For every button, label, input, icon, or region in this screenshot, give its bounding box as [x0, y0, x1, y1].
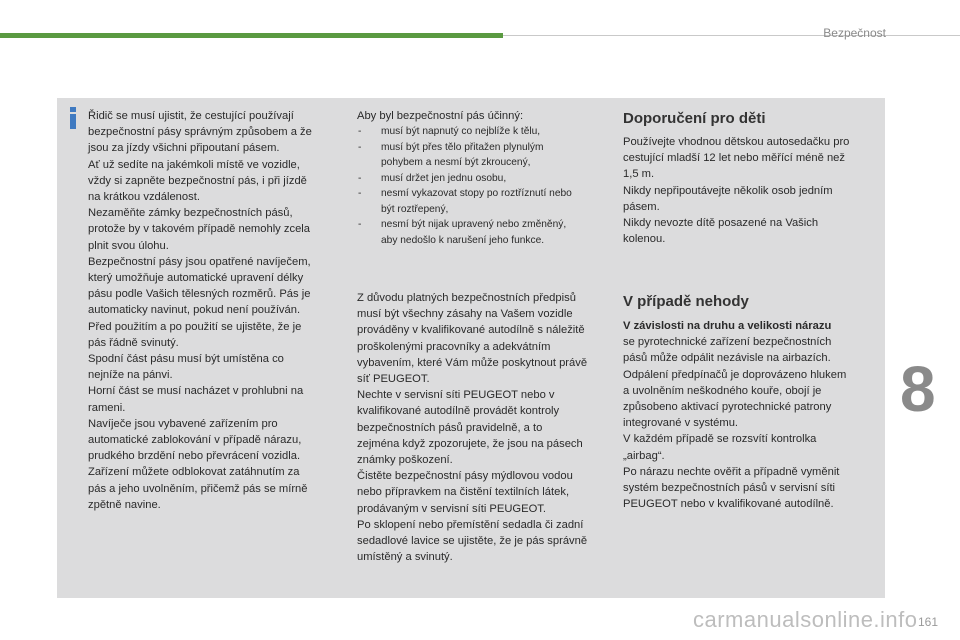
- service-line: Čistěte bezpečnostní pásy mýdlovou vodou: [357, 470, 573, 483]
- seatbelt-usage-line: Horní část se musí nacházet v prohlubni na: [88, 385, 304, 398]
- header-rule: [503, 35, 960, 36]
- list-item: [357, 171, 607, 187]
- seatbelt-usage-line: nejníže na pánvi.: [88, 369, 173, 382]
- seatbelt-effectiveness: [357, 108, 607, 248]
- children-line: kolenou.: [623, 233, 666, 246]
- service-line: síť PEUGEOT.: [357, 373, 430, 386]
- watermark: carmanualsonline.info: [693, 607, 918, 632]
- service-line: musí být všechny zásahy na Vašem vozidle: [357, 308, 573, 321]
- seatbelt-usage-line: Ať už sedíte na jakémkoli místě ve vozidle,: [88, 158, 300, 171]
- seatbelt-usage-line: Řidič se musí ujistit, že cestující používají: [88, 110, 294, 122]
- accident-line: PEUGEOT nebo v kvalifikované autodílně.: [623, 498, 834, 511]
- accident-line: Po nárazu nechte ověřit a případně vyměnit: [623, 465, 840, 478]
- accident-line: se pyrotechnické zařízení bezpečnostních: [623, 336, 832, 349]
- list-item: [357, 124, 607, 140]
- service-line: sedadlové lavice se ujistěte, že je pás správně: [357, 535, 588, 548]
- accident-line: způsobeno aktivací pyrotechnické patrony: [623, 401, 832, 414]
- section-title: Bezpečnost: [823, 26, 886, 40]
- list-item: [357, 217, 607, 248]
- heading-accident: V případě nehody: [623, 293, 749, 310]
- seatbelt-usage-line: rameni.: [88, 401, 126, 414]
- seatbelt-usage-line: automatické zablokování v případě nárazu,: [88, 434, 302, 447]
- seatbelt-usage-line: zpětně navine.: [88, 498, 161, 511]
- seatbelt-usage-line: plnit svou úlohu.: [88, 239, 169, 252]
- list-item-line: aby nedošlo k narušení jeho funkce.: [381, 234, 545, 246]
- service-line: bezpečnostních pásů pravidelně, a to: [357, 421, 543, 434]
- accident-line: „airbag“.: [623, 449, 665, 462]
- children-line: Nikdy nepřipoutávejte několik osob jedním: [623, 184, 833, 197]
- list-item-line: - nesmí vykazovat stopy po roztříznutí nebo: [381, 188, 572, 200]
- accident-line: Odpálení předpínačů je doprovázeno hlukem: [623, 368, 847, 381]
- accident-line: pásů může odpálit nezávisle na airbazích.: [623, 352, 831, 365]
- seatbelt-usage-line: pás a jeho uvolněním, přičemž pás se mírně: [88, 482, 308, 495]
- seatbelt-service-text: [357, 290, 609, 565]
- seatbelt-usage-line: Spodní část pásu musí být umístěna co: [88, 353, 284, 366]
- info-icon: [66, 107, 80, 129]
- accident-lines: [623, 334, 878, 512]
- service-line: prodávaným v servisní síti PEUGEOT.: [357, 502, 547, 515]
- service-line: známky poškození.: [357, 454, 453, 467]
- seatbelt-usage-line: na krátkou vzdálenost.: [88, 191, 200, 204]
- effectiveness-list: [357, 124, 607, 248]
- seatbelt-usage-line: Bezpečnostní pásy jsou opatřené navíječem,: [88, 255, 311, 268]
- service-line: proškolenými pracovníky a adekvátním: [357, 340, 551, 353]
- heading-children: Doporučení pro děti: [623, 110, 766, 127]
- seatbelt-usage-line: pásu podle Vašich tělesných rozměrů. Pás je: [88, 288, 311, 301]
- service-line: vybavením, které Vám může poskytnout právě: [357, 356, 588, 369]
- children-line: Používejte vhodnou dětskou autosedačku pro: [623, 136, 850, 148]
- effectiveness-intro: Aby byl bezpečnostní pás účinný:: [357, 110, 524, 122]
- accident-bold-line: V závislosti na druhu a velikosti nárazu: [623, 320, 832, 332]
- seatbelt-usage-line: Zařízení můžete odblokovat zatáhnutím za: [88, 466, 300, 479]
- seatbelt-usage-line: automaticky navinut, pokud není používán.: [88, 304, 301, 317]
- seatbelt-usage-line: pás řádně svinutý.: [88, 336, 179, 349]
- header-accent-bar: [0, 33, 503, 38]
- seatbelt-usage-line: jsou za jízdy všichni připoutaní pásem.: [88, 142, 280, 155]
- children-line: pásem.: [623, 200, 660, 213]
- accident-line: a uvolněním neškodného kouře, obojí je: [623, 384, 822, 397]
- service-line: prováděny v kvalifikované autodílně s náležitě: [357, 324, 585, 337]
- accident-text: [623, 318, 878, 512]
- service-line: nebo přípravkem na čistění textilních látek,: [357, 486, 570, 499]
- seatbelt-usage-line: který umožňuje automatické upravení délky: [88, 272, 304, 285]
- seatbelt-usage-line: protože by v takovém případě nemohly zcela: [88, 223, 311, 236]
- seatbelt-usage-line: Navíječe jsou vybavené zařízením pro: [88, 417, 278, 430]
- accident-line: V každém případě se rozsvítí kontrolka: [623, 433, 817, 446]
- children-text: [623, 134, 878, 247]
- list-item: [357, 140, 607, 171]
- accident-line: integrované v systému.: [623, 417, 739, 430]
- children-line: Nikdy nevozte dítě posazené na Vašich: [623, 217, 819, 230]
- list-item-line: být roztřepený,: [381, 203, 449, 215]
- seatbelt-usage-line: bezpečnostní pásy správným způsobem a že: [88, 126, 312, 139]
- service-line: umístěný a svinutý.: [357, 551, 453, 564]
- service-line: kvalifikované autodílně provádět kontroly: [357, 405, 560, 418]
- list-item-line: pohybem a nesmí být zkroucený,: [381, 157, 531, 169]
- seatbelt-usage-line: Před použitím a po použití se ujistěte, že je: [88, 320, 302, 333]
- accident-line: systém bezpečnostních pásů v servisní síti: [623, 482, 836, 495]
- list-item-line: - musí být napnutý co nejblíže k tělu,: [381, 126, 541, 138]
- list-item-line: - nesmí být nijak upravený nebo změněný,: [381, 219, 567, 231]
- service-line: Nechte v servisní síti PEUGEOT nebo v: [357, 389, 555, 402]
- seatbelt-usage-text: [88, 108, 338, 513]
- page-number: 161: [917, 615, 938, 629]
- service-line: Po sklopení nebo přemístění sedadla či zadní: [357, 518, 584, 531]
- chapter-number: 8: [900, 353, 936, 425]
- list-item-line: - musí být přes tělo přitažen plynulým: [381, 141, 544, 153]
- children-line: cestující mladší 12 let nebo měřící méně než: [623, 152, 845, 165]
- list-item-line: - musí držet jen jednu osobu,: [381, 172, 507, 184]
- children-line: 1,5 m.: [623, 168, 655, 181]
- list-item: [357, 186, 607, 217]
- seatbelt-usage-line: prudkého brzdění nebo převrácení vozidla.: [88, 450, 301, 463]
- seatbelt-usage-line: vždy si zapněte bezpečnostní pás, i při jízdě: [88, 174, 307, 187]
- service-line: zejména když zpozorujete, že jsou na pásech: [357, 437, 583, 450]
- service-line: Z důvodu platných bezpečnostních předpisů: [357, 292, 576, 304]
- seatbelt-usage-line: Nezaměňte zámky bezpečnostních pásů,: [88, 207, 293, 220]
